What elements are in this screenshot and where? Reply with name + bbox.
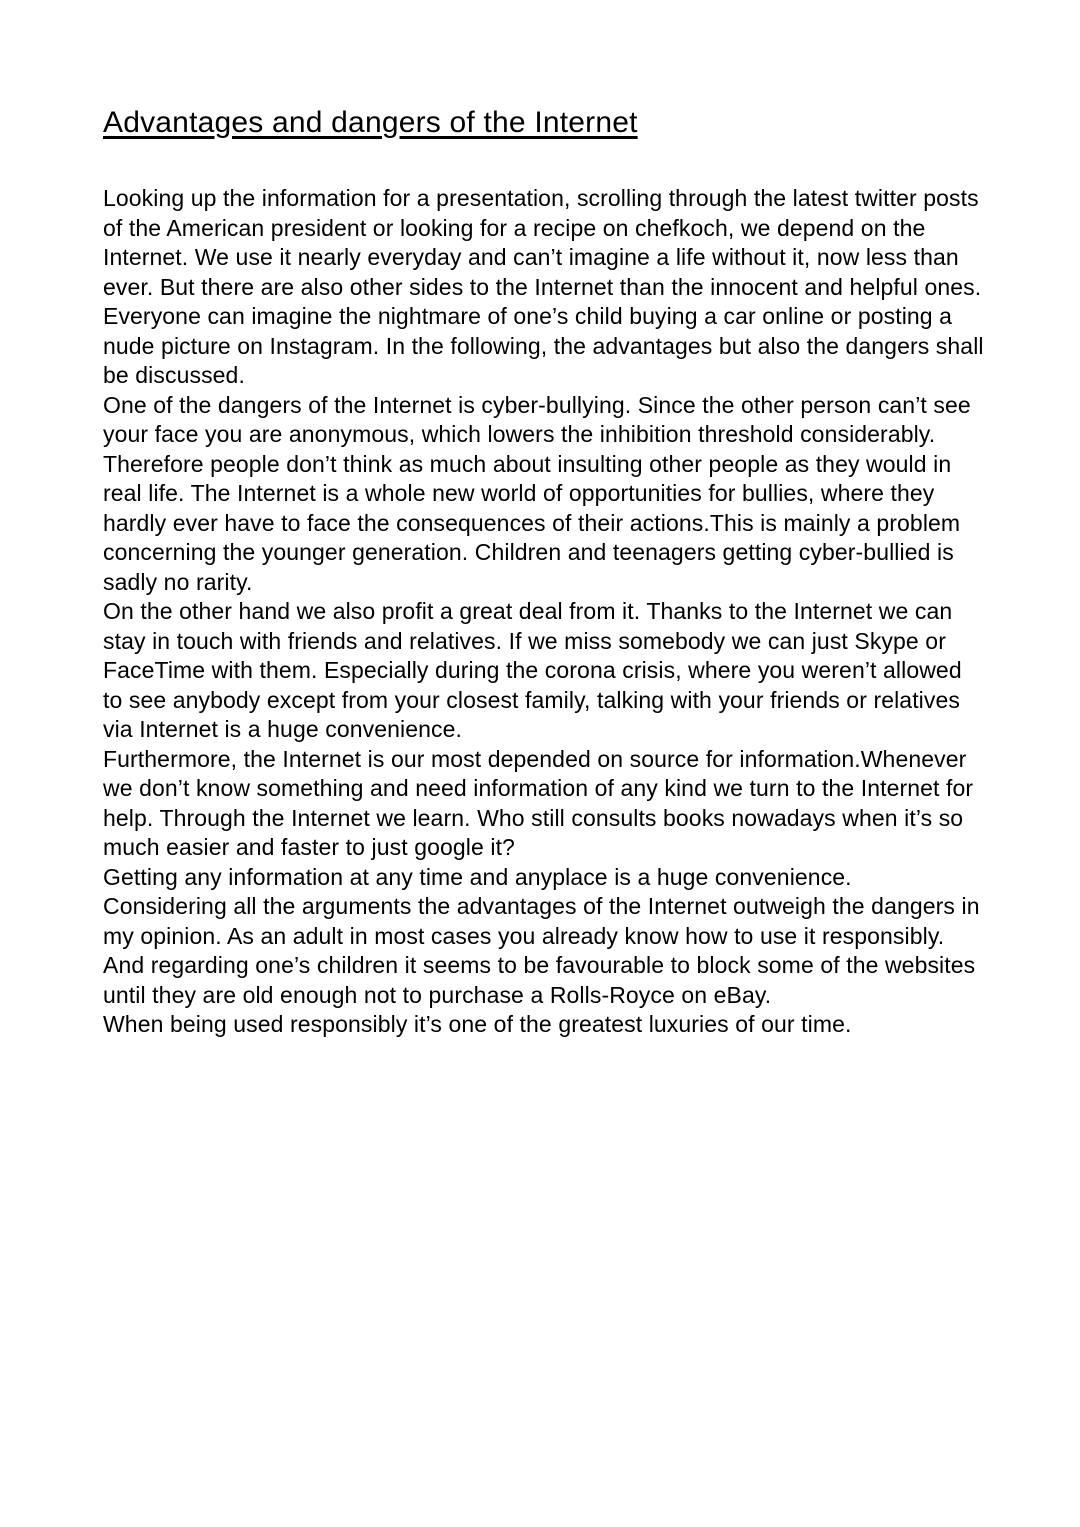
paragraph-cyberbullying: One of the dangers of the Internet is cyber-bullying. Since the other person can’t see your face you are anonymous, which lowers the inhibition threshold considerably. Therefore people don’t think as much about insulting other people as they would in real life. The Internet is a whole new world of opportunities for bullies, where they hardly ever have to face the consequences of their actions.This is mainly a problem concerning the younger generation. Children and teenagers getting cyber-bullied is sadly no rarity. bbox=[103, 391, 978, 595]
paragraph-conclusion: Considering all the arguments the advantages of the Internet outweigh the dangers in my opinion. As an adult in most cases you already know how to use it responsibly. And regarding one’s children it seems to be favourable to block some of the websites until they are old enough not to purchase a Rolls-Royce on eBay. bbox=[103, 893, 987, 1008]
paragraph-intro: Looking up the information for a presentation, scrolling through the latest twitter posts of the American president or looking for a recipe on chefkoch, we depend on the Internet. We use it nearly everyday and can’t imagine a life without it, now less than ever. But there are also other sides to the Internet than the innocent and helpful ones. Everyone can imagine the nightmare of one’s child buying a car online or posting a nude picture on Instagram. In the following, the advantages but also the dangers shall be discussed. bbox=[103, 185, 991, 388]
paragraph-closing: When being used responsibly it’s one of the greatest luxuries of our time. bbox=[103, 1011, 852, 1037]
paragraph-staying-in-touch: On the other hand we also profit a great deal from it. Thanks to the Internet we can stay in touch with friends and relatives. If we miss somebody we can just Skype or FaceTime with them. Especially during the corona crisis, where you weren’t allowed to see anybody except from your closest family, talking with your friends or relatives via Internet is a huge convenience. bbox=[103, 598, 969, 742]
paragraph-convenience: Getting any information at any time and anyplace is a huge convenience. bbox=[103, 863, 852, 890]
document-title: Advantages and dangers of the Internet bbox=[103, 106, 638, 139]
paragraph-information-source: Furthermore, the Internet is our most depended on source for information.Whenever we don’t know something and need information of any kind we turn to the Internet for help. Through the Internet we learn. Who still consults books nowadays when it’s so much easier and faster to just google it? bbox=[103, 745, 980, 860]
document-body bbox=[103, 184, 991, 1040]
